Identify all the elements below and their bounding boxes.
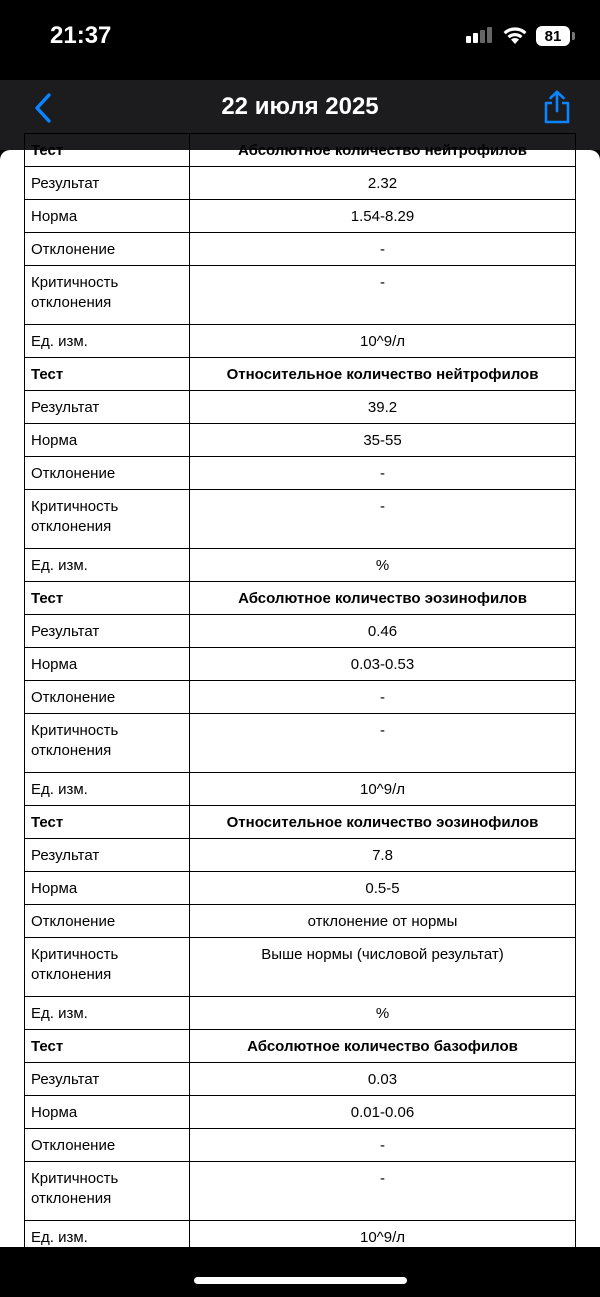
norm-label: Норма (25, 872, 190, 905)
norm-value: 0.5-5 (190, 872, 576, 905)
table-row (25, 233, 576, 266)
result-value: 2.32 (190, 167, 576, 200)
unit-value: % (190, 997, 576, 1030)
share-button[interactable] (540, 86, 574, 128)
result-label: Результат (25, 391, 190, 424)
table-row (25, 582, 576, 615)
norm-value: 0.03-0.53 (190, 648, 576, 681)
cellular-signal-icon (466, 26, 492, 44)
table-row (25, 457, 576, 490)
unit-value: % (190, 549, 576, 582)
deviation-label: Отклонение (25, 681, 190, 714)
test-label: Тест (25, 1030, 190, 1063)
home-indicator-area (0, 1247, 600, 1297)
norm-label: Норма (25, 1096, 190, 1129)
table-row (25, 648, 576, 681)
norm-label: Норма (25, 648, 190, 681)
table-row (25, 1030, 576, 1063)
table-row (25, 806, 576, 839)
table-row (25, 1162, 576, 1221)
table-row (25, 490, 576, 549)
battery-icon (536, 26, 570, 46)
deviation-value: - (190, 1129, 576, 1162)
unit-label: Ед. изм. (25, 1221, 190, 1254)
norm-value: 35-55 (190, 424, 576, 457)
table-row (25, 938, 576, 997)
unit-value: 10^9/л (190, 773, 576, 806)
results-content[interactable] (0, 141, 600, 1247)
result-label: Результат (25, 839, 190, 872)
table-row (25, 615, 576, 648)
criticality-value: - (190, 1162, 576, 1221)
norm-value: 0.01-0.06 (190, 1096, 576, 1129)
norm-value: 1.54-8.29 (190, 200, 576, 233)
table-row (25, 905, 576, 938)
status-time: 21:37 (50, 22, 112, 49)
table-row (25, 997, 576, 1030)
deviation-label: Отклонение (25, 457, 190, 490)
result-label: Результат (25, 615, 190, 648)
table-row (25, 134, 576, 167)
criticality-label: Критичность отклонения (25, 938, 190, 997)
test-label: Тест (25, 134, 190, 167)
criticality-value: - (190, 266, 576, 325)
unit-label: Ед. изм. (25, 549, 190, 582)
test-name: Относительное количество нейтрофилов (190, 358, 576, 391)
table-row (25, 358, 576, 391)
results-table (24, 133, 576, 1287)
home-indicator[interactable] (194, 1277, 407, 1284)
norm-label: Норма (25, 200, 190, 233)
unit-value: 10^9/л (190, 1221, 576, 1254)
test-label: Тест (25, 806, 190, 839)
deviation-label: Отклонение (25, 233, 190, 266)
test-name: Относительное количество эозинофилов (190, 806, 576, 839)
deviation-value: отклонение от нормы (190, 905, 576, 938)
test-name: Абсолютное количество эозинофилов (190, 582, 576, 615)
test-name: Абсолютное количество базофилов (190, 1030, 576, 1063)
table-row (25, 714, 576, 773)
criticality-label: Критичность отклонения (25, 490, 190, 549)
test-label: Тест (25, 358, 190, 391)
table-row (25, 200, 576, 233)
deviation-value: - (190, 233, 576, 266)
unit-value: 10^9/л (190, 325, 576, 358)
deviation-label: Отклонение (25, 905, 190, 938)
norm-label: Норма (25, 424, 190, 457)
page-title: 22 июля 2025 (221, 93, 379, 120)
table-row (25, 266, 576, 325)
result-value: 0.46 (190, 615, 576, 648)
deviation-value: - (190, 457, 576, 490)
deviation-label: Отклонение (25, 1129, 190, 1162)
test-name: Абсолютное количество нейтрофилов (190, 134, 576, 167)
unit-label: Ед. изм. (25, 325, 190, 358)
result-label: Результат (25, 167, 190, 200)
wifi-icon (502, 25, 528, 45)
table-row (25, 681, 576, 714)
table-row (25, 872, 576, 905)
test-label: Тест (25, 582, 190, 615)
status-bar (0, 0, 600, 80)
table-row (25, 167, 576, 200)
criticality-value: Выше нормы (числовой результат) (190, 938, 576, 997)
criticality-label: Критичность отклонения (25, 1162, 190, 1221)
table-row (25, 839, 576, 872)
unit-label: Ед. изм. (25, 997, 190, 1030)
result-value: 0.03 (190, 1063, 576, 1096)
result-value: 39.2 (190, 391, 576, 424)
result-value: 7.8 (190, 839, 576, 872)
status-icons (466, 25, 528, 45)
table-row (25, 1063, 576, 1096)
table-row (25, 773, 576, 806)
unit-label: Ед. изм. (25, 773, 190, 806)
table-row (25, 1096, 576, 1129)
table-row (25, 391, 576, 424)
criticality-label: Критичность отклонения (25, 266, 190, 325)
criticality-value: - (190, 714, 576, 773)
criticality-value: - (190, 490, 576, 549)
share-icon (543, 90, 571, 124)
table-row (25, 325, 576, 358)
result-label: Результат (25, 1063, 190, 1096)
table-row (25, 1129, 576, 1162)
deviation-value: - (190, 681, 576, 714)
criticality-label: Критичность отклонения (25, 714, 190, 773)
table-row (25, 424, 576, 457)
table-row (25, 549, 576, 582)
battery-level: 81 (536, 26, 570, 46)
